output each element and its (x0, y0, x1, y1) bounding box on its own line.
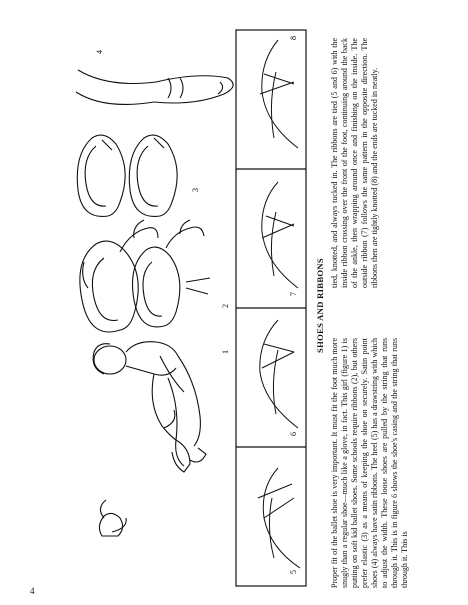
figure-4-illustration (76, 70, 233, 104)
figure-6-illustration (260, 320, 298, 428)
figure-3-shoes (77, 135, 177, 216)
figure-6-label: 6 (289, 432, 298, 436)
figure-5-illustration (258, 468, 300, 568)
figure-1-illustration (93, 342, 206, 536)
body-paragraph-left: Proper fit of the ballet shoe is very important. It must fit the foot much more snugly than a regular shoe—much like a glove, in fact. This girl (figure 1) is putting on soft kid ballet shoes. Some schools require ribbons (2), but others prefer elastic (3) as a means of keeping the shoe on securely. Satin point shoes (4) always have satin ribbons. The heel (5) has a drawstring with which to adjust the width. These loose shoes are pulled by the string that runs through it. This is in figure 6 shows the shoe's casing and the string that runs through it. This is (330, 338, 409, 588)
figure-4-label: 4 (95, 50, 104, 54)
figure-8-illustration (260, 40, 298, 148)
figure-3-label: 3 (191, 188, 200, 192)
body-paragraph-right: tied, knotted, and always tucked in. The ribbons are tied (5 and 6) with the inside ribbon crossing over the front of the foot, continuing around the back of the ankle, then wrapping around once and finishing on the inside. The outside ribbon (7) follows the same pattern in the opposite direction. The ribbons then are tightly knotted (8) and the ends are tucked in neatly. (330, 38, 379, 288)
rotated-page-content (68, 23, 438, 588)
figure-7-label: 7 (289, 292, 298, 296)
figure-8-label: 8 (289, 36, 298, 40)
illustration-panel (68, 23, 308, 588)
figure-5-label: 5 (289, 570, 298, 574)
section-title: SHOES AND RIBBONS (315, 258, 325, 353)
figure-2-illustration (80, 220, 210, 332)
figure-1-label: 1 (221, 350, 230, 354)
page-number: 4 (30, 586, 35, 596)
figure-7-illustration (262, 182, 298, 288)
figure-2-label: 2 (221, 304, 230, 308)
